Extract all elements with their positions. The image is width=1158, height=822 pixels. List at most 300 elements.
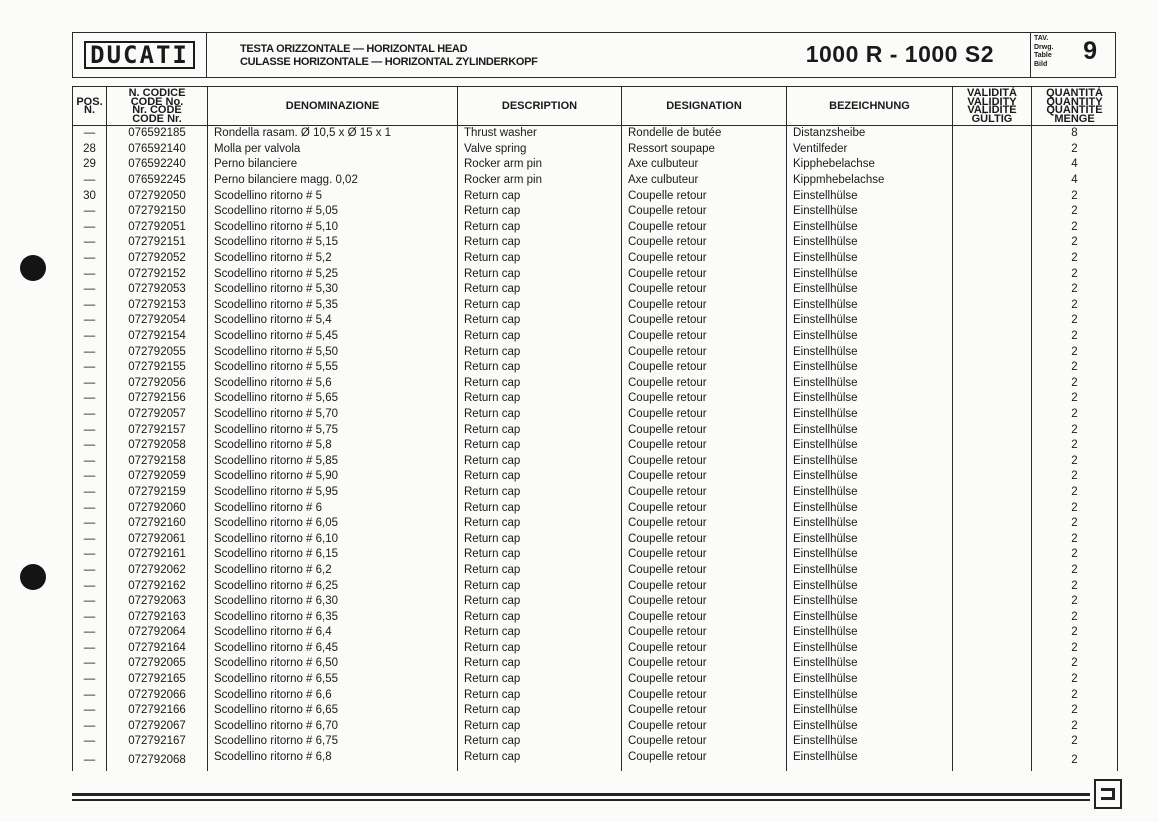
cell-desc: Rocker arm pin [458, 173, 622, 189]
cell-design: Coupelle retour [622, 344, 787, 360]
cell-denom: Scodellino ritorno # 5,85 [208, 453, 458, 469]
cell-design: Coupelle retour [622, 719, 787, 735]
cell-pos: — [73, 453, 107, 469]
cell-denom: Scodellino ritorno # 5,70 [208, 407, 458, 423]
cell-design: Coupelle retour [622, 594, 787, 610]
col-label: VALIDITY [967, 95, 1017, 108]
cell-pos: — [73, 609, 107, 625]
table-row [73, 641, 1118, 657]
table-row [73, 344, 1118, 360]
table-row [73, 563, 1118, 579]
drwg-label: Drwg. [1034, 43, 1054, 51]
cell-code: 076592140 [107, 142, 208, 158]
cell-design: Coupelle retour [622, 734, 787, 750]
cell-code: 072792166 [107, 703, 208, 719]
cell-desc: Return cap [458, 547, 622, 563]
cell-pos: — [73, 719, 107, 735]
col-label: N. [84, 104, 95, 116]
cell-desc: Return cap [458, 734, 622, 750]
cell-bez: Einstellhülse [787, 344, 953, 360]
model-name: 1000 R - 1000 S2 [805, 41, 994, 67]
cell-denom: Perno bilanciere [208, 157, 458, 173]
cell-valid [953, 220, 1032, 236]
cell-code: 076592185 [107, 126, 208, 142]
cell-qty: 2 [1032, 344, 1118, 360]
parts-table [72, 86, 1118, 771]
cell-design: Coupelle retour [622, 687, 787, 703]
cell-valid [953, 329, 1032, 345]
cell-design: Coupelle retour [622, 750, 787, 772]
col-validity [953, 87, 1032, 126]
cell-valid [953, 485, 1032, 501]
cell-pos: — [73, 625, 107, 641]
cell-denom: Scodellino ritorno # 6,4 [208, 625, 458, 641]
table-row [73, 188, 1118, 204]
cell-code: 072792159 [107, 485, 208, 501]
cell-code: 072792054 [107, 313, 208, 329]
cell-code: 072792165 [107, 672, 208, 688]
cell-pos: 30 [73, 188, 107, 204]
cell-qty: 2 [1032, 516, 1118, 532]
cell-desc: Return cap [458, 703, 622, 719]
table-row [73, 391, 1118, 407]
cell-code: 072792066 [107, 687, 208, 703]
cell-denom: Scodellino ritorno # 5,05 [208, 204, 458, 220]
table-row [73, 376, 1118, 392]
cell-bez: Einstellhülse [787, 469, 953, 485]
cell-qty: 2 [1032, 641, 1118, 657]
cell-pos: — [73, 126, 107, 142]
cell-pos: — [73, 656, 107, 672]
cell-code: 072792057 [107, 407, 208, 423]
cell-code: 072792156 [107, 391, 208, 407]
cell-code: 072792152 [107, 266, 208, 282]
cell-valid [953, 531, 1032, 547]
cell-desc: Return cap [458, 453, 622, 469]
cell-denom: Scodellino ritorno # 6,65 [208, 703, 458, 719]
cell-desc: Return cap [458, 625, 622, 641]
cell-bez: Einstellhülse [787, 313, 953, 329]
cell-valid [953, 376, 1032, 392]
cell-valid [953, 516, 1032, 532]
cell-pos: — [73, 313, 107, 329]
cell-denom: Scodellino ritorno # 5,55 [208, 360, 458, 376]
cell-pos: — [73, 204, 107, 220]
cell-denom: Scodellino ritorno # 5,6 [208, 376, 458, 392]
cell-desc: Return cap [458, 344, 622, 360]
cell-bez: Einstellhülse [787, 422, 953, 438]
cell-denom: Scodellino ritorno # 5 [208, 188, 458, 204]
cell-code: 072792164 [107, 641, 208, 657]
cell-qty: 2 [1032, 251, 1118, 267]
cell-bez: Einstellhülse [787, 594, 953, 610]
cell-valid [953, 656, 1032, 672]
cell-qty: 2 [1032, 313, 1118, 329]
cell-design: Coupelle retour [622, 188, 787, 204]
cell-denom: Scodellino ritorno # 5,65 [208, 391, 458, 407]
cell-design: Coupelle retour [622, 329, 787, 345]
cell-bez: Einstellhülse [787, 391, 953, 407]
cell-desc: Return cap [458, 282, 622, 298]
cell-code: 072792150 [107, 204, 208, 220]
cell-pos: — [73, 641, 107, 657]
cell-desc: Return cap [458, 188, 622, 204]
cell-qty: 2 [1032, 547, 1118, 563]
cell-pos: — [73, 360, 107, 376]
cell-bez: Einstellhülse [787, 329, 953, 345]
cell-bez: Einstellhülse [787, 235, 953, 251]
table-row [73, 142, 1118, 158]
cell-bez: Einstellhülse [787, 407, 953, 423]
cell-valid [953, 563, 1032, 579]
cell-qty: 2 [1032, 282, 1118, 298]
table-row [73, 672, 1118, 688]
cell-qty: 2 [1032, 594, 1118, 610]
cell-desc: Thrust washer [458, 126, 622, 142]
cell-pos: — [73, 282, 107, 298]
cell-valid [953, 703, 1032, 719]
table-row [73, 531, 1118, 547]
cell-design: Coupelle retour [622, 656, 787, 672]
col-label: QUANTITE [1046, 104, 1103, 116]
cell-valid [953, 344, 1032, 360]
cell-code: 072792068 [107, 750, 208, 772]
col-label: CODE Nr. [132, 112, 182, 125]
cell-pos: — [73, 438, 107, 454]
cell-code: 072792052 [107, 251, 208, 267]
cell-pos: 28 [73, 142, 107, 158]
cell-pos: — [73, 266, 107, 282]
table-row [73, 173, 1118, 189]
cell-bez: Einstellhülse [787, 531, 953, 547]
cell-pos: — [73, 531, 107, 547]
cell-code: 072792059 [107, 469, 208, 485]
cell-qty: 2 [1032, 625, 1118, 641]
cell-pos: — [73, 298, 107, 314]
col-label: VALIDITÀ [967, 87, 1017, 99]
cell-desc: Return cap [458, 204, 622, 220]
cell-desc: Return cap [458, 641, 622, 657]
cell-pos: — [73, 578, 107, 594]
cell-qty: 4 [1032, 173, 1118, 189]
cell-desc: Return cap [458, 220, 622, 236]
col-label: MENGE [1054, 112, 1095, 125]
cell-qty: 2 [1032, 422, 1118, 438]
tav-label: TAV. [1034, 35, 1049, 42]
bild-label: Bild [1034, 60, 1048, 68]
cell-design: Coupelle retour [622, 360, 787, 376]
cell-bez: Einstellhülse [787, 220, 953, 236]
table-row [73, 438, 1118, 454]
cell-desc: Return cap [458, 376, 622, 392]
cell-qty: 2 [1032, 469, 1118, 485]
binder-hole [20, 564, 46, 590]
cell-bez: Einstellhülse [787, 298, 953, 314]
cell-design: Coupelle retour [622, 531, 787, 547]
cell-qty: 2 [1032, 204, 1118, 220]
cell-denom: Scodellino ritorno # 5,45 [208, 329, 458, 345]
cell-pos: — [73, 329, 107, 345]
cell-valid [953, 500, 1032, 516]
cell-bez: Einstellhülse [787, 204, 953, 220]
cell-design: Coupelle retour [622, 422, 787, 438]
cell-qty: 2 [1032, 485, 1118, 501]
cell-qty: 2 [1032, 656, 1118, 672]
cell-denom: Scodellino ritorno # 6,2 [208, 563, 458, 579]
table-row [73, 609, 1118, 625]
cell-desc: Return cap [458, 407, 622, 423]
cell-valid [953, 282, 1032, 298]
table-row [73, 266, 1118, 282]
cell-pos: — [73, 734, 107, 750]
cell-pos: — [73, 235, 107, 251]
cell-design: Coupelle retour [622, 563, 787, 579]
cell-denom: Scodellino ritorno # 6,55 [208, 672, 458, 688]
cell-bez: Einstellhülse [787, 719, 953, 735]
cell-pos: — [73, 547, 107, 563]
cell-valid [953, 266, 1032, 282]
cell-design: Axe culbuteur [622, 157, 787, 173]
cell-desc: Return cap [458, 719, 622, 735]
cell-desc: Rocker arm pin [458, 157, 622, 173]
cell-desc: Return cap [458, 469, 622, 485]
cell-bez: Ventilfeder [787, 142, 953, 158]
cell-desc: Return cap [458, 391, 622, 407]
cell-valid [953, 126, 1032, 142]
cell-denom: Scodellino ritorno # 6 [208, 500, 458, 516]
cell-qty: 2 [1032, 391, 1118, 407]
cell-denom: Rondella rasam. Ø 10,5 x Ø 15 x 1 [208, 126, 458, 142]
cell-denom: Scodellino ritorno # 5,15 [208, 235, 458, 251]
cell-valid [953, 594, 1032, 610]
cell-denom: Scodellino ritorno # 5,50 [208, 344, 458, 360]
cell-qty: 2 [1032, 188, 1118, 204]
cell-pos: — [73, 563, 107, 579]
title-box [206, 32, 1031, 78]
cell-code: 072792153 [107, 298, 208, 314]
cell-bez: Einstellhülse [787, 563, 953, 579]
cell-valid [953, 672, 1032, 688]
cell-valid [953, 391, 1032, 407]
cell-design: Coupelle retour [622, 266, 787, 282]
cell-bez: Einstellhülse [787, 453, 953, 469]
cell-pos: — [73, 485, 107, 501]
table-label: Table [1034, 52, 1052, 59]
cell-qty: 2 [1032, 563, 1118, 579]
cell-denom: Scodellino ritorno # 6,70 [208, 719, 458, 735]
cell-bez: Einstellhülse [787, 750, 953, 772]
cell-code: 072792053 [107, 282, 208, 298]
cell-bez: Einstellhülse [787, 609, 953, 625]
cell-code: 072792055 [107, 344, 208, 360]
cell-desc: Return cap [458, 656, 622, 672]
cell-valid [953, 687, 1032, 703]
cell-valid [953, 407, 1032, 423]
cell-bez: Einstellhülse [787, 500, 953, 516]
cell-desc: Valve spring [458, 142, 622, 158]
cell-valid [953, 251, 1032, 267]
cell-denom: Scodellino ritorno # 5,8 [208, 438, 458, 454]
cell-design: Coupelle retour [622, 438, 787, 454]
col-denominazione: DENOMINAZIONE [208, 87, 458, 126]
cell-qty: 2 [1032, 142, 1118, 158]
table-row [73, 469, 1118, 485]
cell-valid [953, 641, 1032, 657]
cell-pos: — [73, 703, 107, 719]
cell-bez: Einstellhülse [787, 360, 953, 376]
table-row [73, 126, 1118, 142]
cell-code: 072792063 [107, 594, 208, 610]
cell-code: 072792161 [107, 547, 208, 563]
cell-design: Coupelle retour [622, 578, 787, 594]
cell-qty: 2 [1032, 298, 1118, 314]
cell-valid [953, 157, 1032, 173]
table-row [73, 204, 1118, 220]
cell-denom: Scodellino ritorno # 5,95 [208, 485, 458, 501]
cell-bez: Einstellhülse [787, 188, 953, 204]
table-header-row [73, 87, 1118, 126]
cell-design: Coupelle retour [622, 609, 787, 625]
cell-desc: Return cap [458, 360, 622, 376]
col-label: POS. [76, 95, 103, 108]
table-row [73, 485, 1118, 501]
cell-valid [953, 235, 1032, 251]
cell-pos: — [73, 500, 107, 516]
cell-desc: Return cap [458, 438, 622, 454]
col-label: QUANTITY [1046, 95, 1103, 108]
cell-qty: 2 [1032, 220, 1118, 236]
cell-denom: Scodellino ritorno # 6,05 [208, 516, 458, 532]
cell-code: 072792158 [107, 453, 208, 469]
cell-bez: Einstellhülse [787, 672, 953, 688]
cell-denom: Scodellino ritorno # 6,15 [208, 547, 458, 563]
cell-denom: Scodellino ritorno # 5,25 [208, 266, 458, 282]
cell-code: 072792162 [107, 578, 208, 594]
cell-qty: 8 [1032, 126, 1118, 142]
cell-code: 072792155 [107, 360, 208, 376]
cell-desc: Return cap [458, 516, 622, 532]
cell-desc: Return cap [458, 672, 622, 688]
cell-valid [953, 734, 1032, 750]
cell-bez: Distanzsheibe [787, 126, 953, 142]
cell-qty: 2 [1032, 531, 1118, 547]
cell-bez: Einstellhülse [787, 251, 953, 267]
cell-code: 072792067 [107, 719, 208, 735]
cell-denom: Perno bilanciere magg. 0,02 [208, 173, 458, 189]
cell-qty: 2 [1032, 376, 1118, 392]
brand-logo-box [72, 32, 207, 78]
cell-denom: Scodellino ritorno # 6,30 [208, 594, 458, 610]
table-row [73, 750, 1118, 772]
cell-design: Coupelle retour [622, 500, 787, 516]
col-code [107, 87, 208, 126]
cell-code: 072792050 [107, 188, 208, 204]
table-row [73, 625, 1118, 641]
cell-code: 072792167 [107, 734, 208, 750]
cell-bez: Einstellhülse [787, 578, 953, 594]
cell-bez: Einstellhülse [787, 656, 953, 672]
cell-denom: Scodellino ritorno # 6,50 [208, 656, 458, 672]
cell-valid [953, 469, 1032, 485]
cell-valid [953, 625, 1032, 641]
cell-denom: Molla per valvola [208, 142, 458, 158]
cell-qty: 2 [1032, 750, 1118, 772]
cell-qty: 2 [1032, 578, 1118, 594]
cell-design: Axe culbuteur [622, 173, 787, 189]
cell-pos: — [73, 407, 107, 423]
col-bezeichnung: BEZEICHNUNG [787, 87, 953, 126]
cell-desc: Return cap [458, 563, 622, 579]
cell-pos: — [73, 376, 107, 392]
cell-denom: Scodellino ritorno # 6,35 [208, 609, 458, 625]
cell-design: Coupelle retour [622, 641, 787, 657]
cell-design: Coupelle retour [622, 376, 787, 392]
cell-desc: Return cap [458, 687, 622, 703]
cell-design: Coupelle retour [622, 251, 787, 267]
cell-pos: — [73, 220, 107, 236]
page-end-mark-icon [1094, 779, 1122, 809]
table-row [73, 734, 1118, 750]
col-pos [73, 87, 107, 126]
cell-qty: 2 [1032, 703, 1118, 719]
cell-design: Coupelle retour [622, 407, 787, 423]
cell-code: 072792065 [107, 656, 208, 672]
cell-design: Ressort soupape [622, 142, 787, 158]
cell-design: Coupelle retour [622, 625, 787, 641]
cell-code: 072792058 [107, 438, 208, 454]
cell-qty: 2 [1032, 609, 1118, 625]
cell-bez: Kipphebelachse [787, 157, 953, 173]
cell-denom: Scodellino ritorno # 5,75 [208, 422, 458, 438]
cell-code: 076592240 [107, 157, 208, 173]
cell-pos: — [73, 344, 107, 360]
cell-bez: Einstellhülse [787, 734, 953, 750]
page-title [240, 43, 538, 69]
cell-pos: — [73, 672, 107, 688]
table-row [73, 282, 1118, 298]
cell-desc: Return cap [458, 500, 622, 516]
cell-qty: 2 [1032, 687, 1118, 703]
col-label: N. CODICE [128, 87, 186, 99]
cell-desc: Return cap [458, 531, 622, 547]
cell-valid [953, 719, 1032, 735]
cell-design: Coupelle retour [622, 235, 787, 251]
cell-design: Coupelle retour [622, 547, 787, 563]
table-row [73, 329, 1118, 345]
table-row [73, 703, 1118, 719]
cell-pos: — [73, 251, 107, 267]
cell-valid [953, 578, 1032, 594]
cell-pos: — [73, 469, 107, 485]
cell-bez: Einstellhülse [787, 547, 953, 563]
table-row [73, 547, 1118, 563]
cell-pos: — [73, 422, 107, 438]
table-row [73, 453, 1118, 469]
cell-bez: Kippmhebelachse [787, 173, 953, 189]
cell-valid [953, 360, 1032, 376]
col-description: DESCRIPTION [458, 87, 622, 126]
bottom-rule [72, 793, 1090, 796]
cell-valid [953, 188, 1032, 204]
cell-qty: 2 [1032, 329, 1118, 345]
cell-pos: 29 [73, 157, 107, 173]
cell-design: Coupelle retour [622, 469, 787, 485]
cell-design: Coupelle retour [622, 204, 787, 220]
table-row [73, 719, 1118, 735]
cell-desc: Return cap [458, 329, 622, 345]
table-row [73, 422, 1118, 438]
cell-qty: 2 [1032, 235, 1118, 251]
